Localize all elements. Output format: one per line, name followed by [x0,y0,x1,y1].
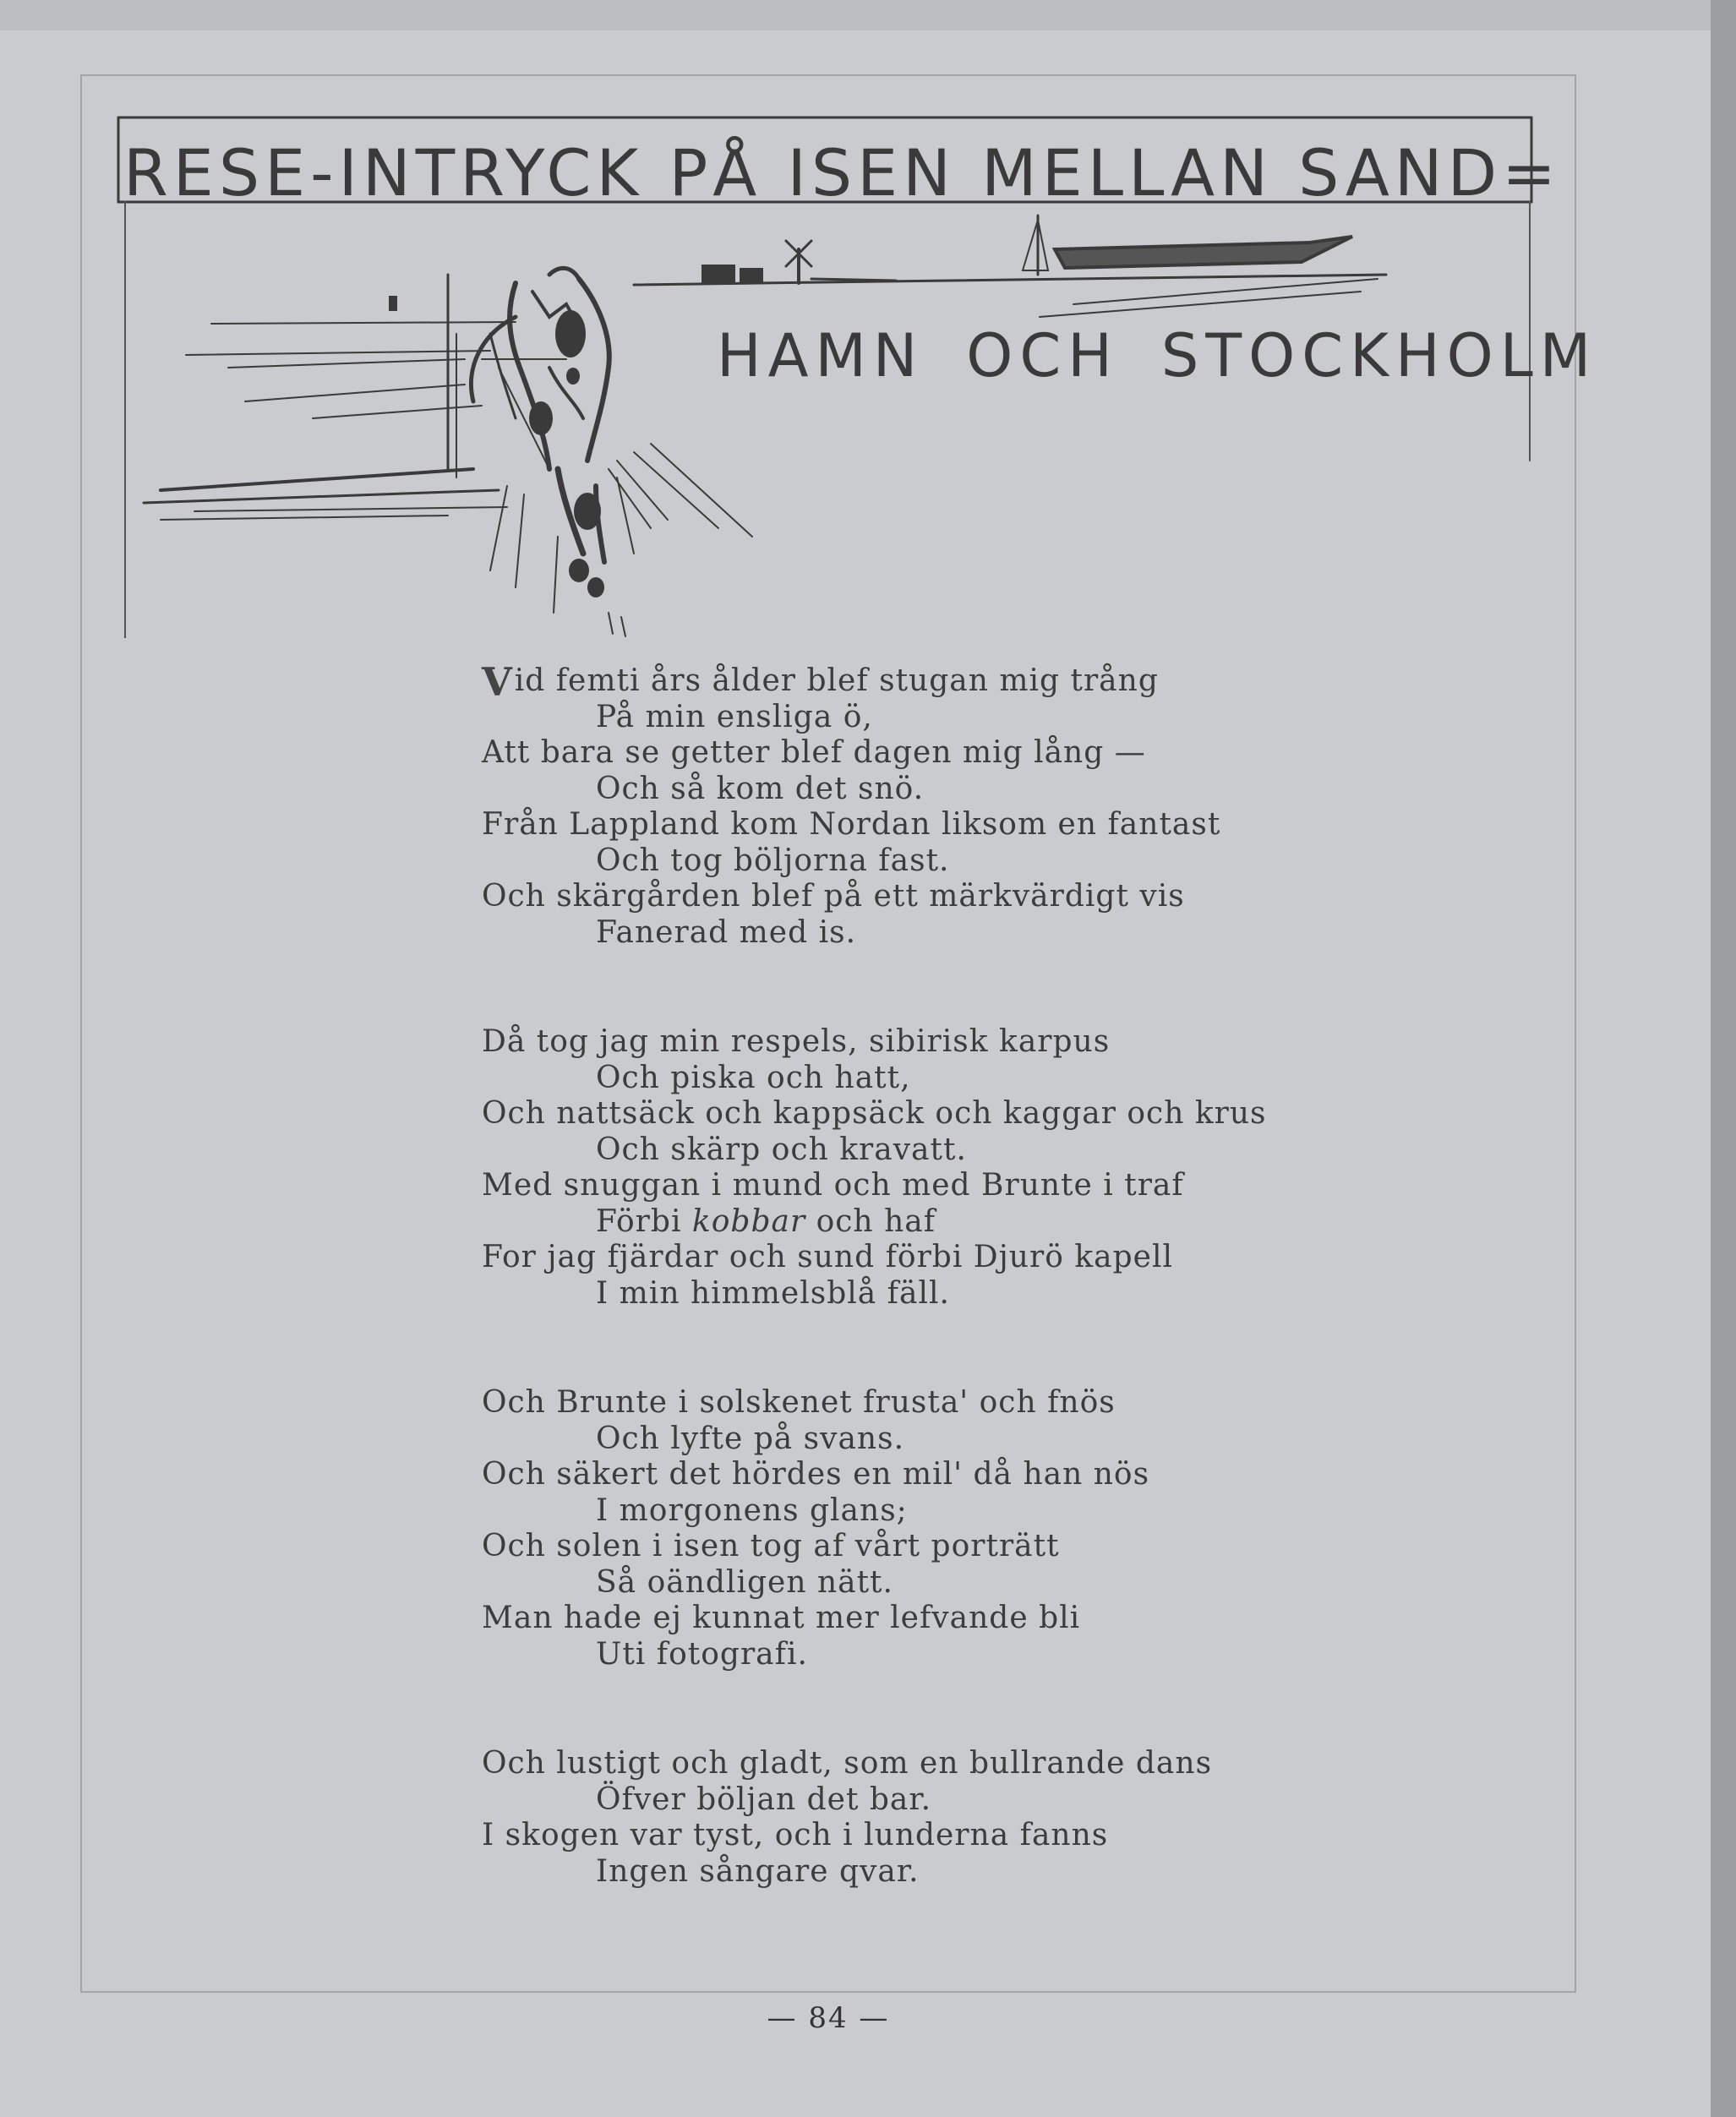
poem-line: Med snuggan i mund och med Brunte i traf [482,1168,1184,1203]
poem-line: I morgonens glans; [596,1492,908,1528]
title-word-stockholm: STOCKHOLM [1160,321,1598,390]
article-title-line2 [717,321,1597,390]
poem-line-text: och haf [805,1203,936,1239]
poem-line: Och Brunte i solskenet frusta' och fnös [482,1385,1116,1420]
title-word-och: OCH [966,321,1119,390]
poem-line: Och piska och hatt, [596,1060,911,1095]
poem-line: Då tog jag min respels, sibirisk karpus [482,1024,1111,1059]
poem-line: Och så kom det snö. [596,771,925,806]
poem-line: Och solen i isen tog af vårt porträtt [482,1529,1060,1563]
poem-line: For jag fjärdar och sund förbi Djurö kapell [482,1240,1173,1274]
poem-line: I min himmelsblå fäll. [596,1275,950,1311]
poem-line: Öfver böljan det bar. [596,1781,932,1817]
poem-stanza-4 [482,1746,1327,1890]
article-title-line1: RESE-INTRYCK PÅ ISEN MELLAN SAND= [123,135,1561,210]
poem [482,659,1327,1890]
poem-line: Man hade ej kunnat mer lefvande bli [482,1601,1081,1635]
poem-stanza-1 [482,659,1327,951]
poem-line: Och lustigt och gladt, som en bullrande dans [482,1746,1213,1781]
poem-line: Så oändligen nätt. [596,1564,893,1600]
page-number: — 84 — [767,2001,890,2035]
poem-stanza-2 [482,1024,1327,1312]
poem-line: Att bara se getter blef dagen mig lång — [482,735,1146,770]
poem-line-text: Förbi [596,1203,692,1239]
poem-stanza-3 [482,1385,1327,1672]
poem-line [482,1204,1327,1241]
poem-line: Och säkert det hördes en mil' då han nös [482,1457,1150,1492]
poem-line [482,659,1327,705]
poem-italic-word: kobbar [691,1203,806,1239]
poem-line: Från Lappland kom Nordan liksom en fantast [482,807,1221,842]
poem-line: Fanerad med is. [596,914,857,950]
drop-cap: V [482,659,513,705]
poem-line: Och tog böljorna fast. [596,843,950,878]
poem-line: Och skärp och kravatt. [596,1132,967,1167]
poem-line: Och skärgården blef på ett märkvärdigt vis [482,879,1185,914]
poem-line: Uti fotografi. [596,1636,808,1672]
poem-line: Och lyfte på svans. [596,1421,905,1456]
title-word-hamn: HAMN [717,321,925,390]
poem-line: I skogen var tyst, och i lunderna fanns [482,1818,1109,1852]
poem-line: På min ensliga ö, [596,699,873,734]
poem-line: Och nattsäck och kappsäck och kaggar och krus [482,1096,1267,1131]
poem-line-text: id femti års ålder blef stugan mig trång [514,663,1159,698]
poem-line: Ingen sångare qvar. [596,1853,920,1889]
